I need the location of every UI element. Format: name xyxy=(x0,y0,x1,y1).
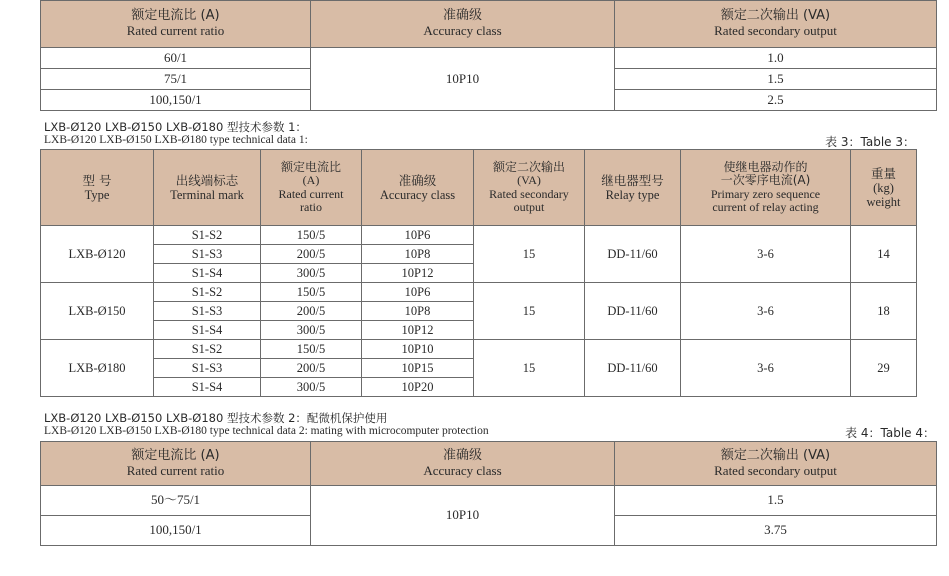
cell-accuracy: 10P8 xyxy=(362,302,474,321)
cell-terminal: S1-S3 xyxy=(154,245,261,264)
cell-accuracy: 10P15 xyxy=(362,359,474,378)
table-row xyxy=(41,226,917,245)
cell-weight: 14 xyxy=(851,226,917,283)
table3-header-row xyxy=(41,150,917,226)
header-output: 额定二次输出 (VA) Rated secondary output xyxy=(474,150,585,226)
cell-ratio: 150/5 xyxy=(261,283,362,302)
cell-terminal: S1-S2 xyxy=(154,340,261,359)
cell-terminal: S1-S4 xyxy=(154,321,261,340)
cell-ratio: 100,150/1 xyxy=(41,90,311,111)
cell-current: 3-6 xyxy=(681,340,851,397)
cell-output: 15 xyxy=(474,226,585,283)
table-row xyxy=(41,48,937,69)
cell-ratio: 300/5 xyxy=(261,321,362,340)
cell-accuracy: 10P6 xyxy=(362,283,474,302)
cell-type: LXB-Ø120 xyxy=(41,226,154,283)
cell-relay: DD-11/60 xyxy=(585,340,681,397)
cell-accuracy: 10P10 xyxy=(311,48,615,111)
header-ratio: 额定电流比 (A) Rated current ratio xyxy=(41,1,311,48)
cell-output: 1.0 xyxy=(615,48,937,69)
cell-terminal: S1-S3 xyxy=(154,302,261,321)
table3-caption-zh: LXB-Ø120 LXB-Ø150 LXB-Ø180 型技术参数 1： xyxy=(44,120,307,134)
header-accuracy: 准确级 Accuracy class xyxy=(362,150,474,226)
cell-accuracy: 10P10 xyxy=(311,486,615,546)
cell-output: 15 xyxy=(474,340,585,397)
cell-ratio: 300/5 xyxy=(261,264,362,283)
table4-label: 表 4：Table 4： xyxy=(845,426,935,440)
cell-ratio: 100,150/1 xyxy=(41,516,311,546)
table4-caption-zh: LXB-Ø120 LXB-Ø150 LXB-Ø180 型技术参数 2：配微机保护使用 xyxy=(44,411,388,425)
cell-accuracy: 10P10 xyxy=(362,340,474,359)
header-output: 额定二次输出 (VA) Rated secondary output xyxy=(615,442,937,486)
table4-caption xyxy=(44,412,489,438)
cell-ratio: 300/5 xyxy=(261,378,362,397)
cell-ratio: 150/5 xyxy=(261,340,362,359)
cell-current: 3-6 xyxy=(681,226,851,283)
cell-ratio: 200/5 xyxy=(261,302,362,321)
table3-label: 表 3：Table 3： xyxy=(825,135,915,149)
cell-terminal: S1-S2 xyxy=(154,226,261,245)
table-row xyxy=(41,283,917,302)
header-accuracy: 准确级 Accuracy class xyxy=(311,442,615,486)
table-row xyxy=(41,340,917,359)
table3 xyxy=(40,149,917,397)
cell-type: LXB-Ø150 xyxy=(41,283,154,340)
cell-current: 3-6 xyxy=(681,283,851,340)
cell-output: 15 xyxy=(474,283,585,340)
table3-caption xyxy=(44,121,308,147)
header-terminal: 出线端标志 Terminal mark xyxy=(154,150,261,226)
header-output: 额定二次输出 (VA) Rated secondary output xyxy=(615,1,937,48)
table-top-header-row xyxy=(41,1,937,48)
cell-relay: DD-11/60 xyxy=(585,226,681,283)
cell-terminal: S1-S3 xyxy=(154,359,261,378)
cell-output: 3.75 xyxy=(615,516,937,546)
cell-relay: DD-11/60 xyxy=(585,283,681,340)
cell-ratio: 60/1 xyxy=(41,48,311,69)
table4-header-row xyxy=(41,442,937,486)
header-current: 使继电器动作的 一次零序电流(A) Primary zero sequence current of relay acting xyxy=(681,150,851,226)
cell-ratio: 200/5 xyxy=(261,359,362,378)
table4 xyxy=(40,441,937,546)
cell-terminal: S1-S4 xyxy=(154,378,261,397)
cell-accuracy: 10P6 xyxy=(362,226,474,245)
header-accuracy: 准确级 Accuracy class xyxy=(311,1,615,48)
cell-terminal: S1-S2 xyxy=(154,283,261,302)
cell-weight: 29 xyxy=(851,340,917,397)
cell-ratio: 75/1 xyxy=(41,69,311,90)
header-ratio: 额定电流比 (A) Rated current ratio xyxy=(261,150,362,226)
cell-accuracy: 10P12 xyxy=(362,321,474,340)
table3-caption-en: LXB-Ø120 LXB-Ø150 LXB-Ø180 type technical data 1: xyxy=(44,134,308,146)
header-relay: 继电器型号 Relay type xyxy=(585,150,681,226)
cell-ratio: 150/5 xyxy=(261,226,362,245)
header-weight: 重量 (kg) weight xyxy=(851,150,917,226)
table-top xyxy=(40,0,937,111)
cell-output: 1.5 xyxy=(615,486,937,516)
header-type: 型 号 Type xyxy=(41,150,154,226)
cell-type: LXB-Ø180 xyxy=(41,340,154,397)
table-row xyxy=(41,486,937,516)
cell-accuracy: 10P20 xyxy=(362,378,474,397)
cell-output: 2.5 xyxy=(615,90,937,111)
cell-terminal: S1-S4 xyxy=(154,264,261,283)
table4-caption-en: LXB-Ø120 LXB-Ø150 LXB-Ø180 type technical data 2: mating with microcomputer protection xyxy=(44,425,489,437)
cell-output: 1.5 xyxy=(615,69,937,90)
cell-accuracy: 10P8 xyxy=(362,245,474,264)
cell-weight: 18 xyxy=(851,283,917,340)
cell-accuracy: 10P12 xyxy=(362,264,474,283)
cell-ratio: 50～75/1 xyxy=(41,486,311,516)
cell-ratio: 200/5 xyxy=(261,245,362,264)
header-ratio: 额定电流比 (A) Rated current ratio xyxy=(41,442,311,486)
